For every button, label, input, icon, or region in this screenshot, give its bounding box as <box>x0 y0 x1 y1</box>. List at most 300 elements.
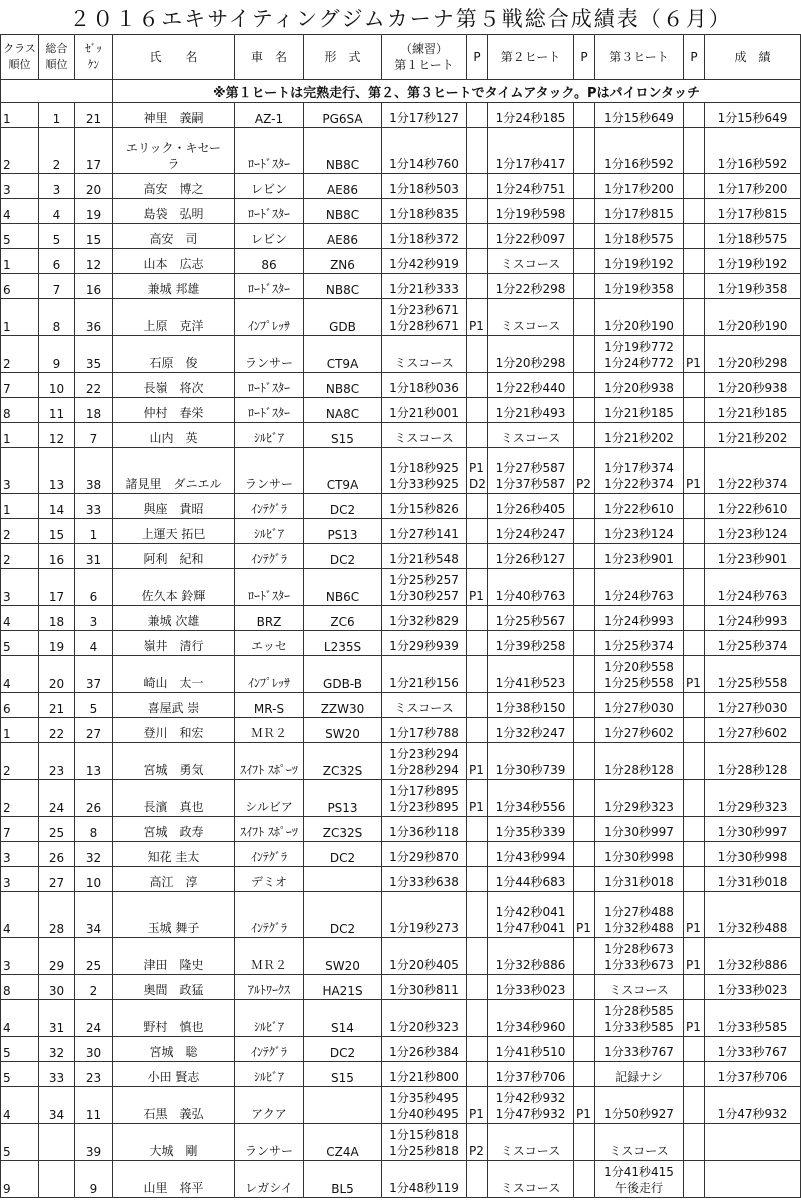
heat1-cell <box>382 128 467 174</box>
heat3-cell <box>595 128 684 174</box>
p3-cell <box>684 544 705 569</box>
heat3-cell-line: 1分21秒202 <box>604 431 674 445</box>
heat3-cell-line: 1分33秒673 <box>604 958 674 972</box>
result-cell: 1分47秒932 <box>705 1087 801 1124</box>
p2-cell <box>574 780 595 817</box>
heat3-cell <box>595 373 684 398</box>
heat3-cell-line: 1分33秒585 <box>604 1020 674 1034</box>
heat1-cell <box>382 494 467 519</box>
model-cell: CT9A <box>304 336 382 373</box>
result-cell: 1分20秒938 <box>705 373 801 398</box>
p2-cell <box>574 1037 595 1062</box>
heat3-cell <box>595 780 684 817</box>
result-cell: 1分25秒374 <box>705 631 801 656</box>
heat2-cell-line: 1分42秒041 <box>495 905 566 919</box>
header-p1: P <box>467 35 488 80</box>
car-cell: ﾛｰﾄﾞｽﾀｰ <box>235 373 304 398</box>
heat3-cell-line: 1分15秒649 <box>604 111 674 125</box>
heat2-cell-line: 1分34秒556 <box>495 800 566 814</box>
heat3-cell-line: 1分19秒358 <box>604 282 674 296</box>
header-class-rank: クラス 順位 <box>1 35 39 80</box>
class-rank-cell: 3 <box>1 867 39 892</box>
overall-rank-cell: 33 <box>39 1062 75 1087</box>
name-cell: 神里 義嗣 <box>113 103 235 128</box>
p3-cell <box>684 892 705 938</box>
car-cell: ｼﾙﾋﾞｱ <box>235 1062 304 1087</box>
heat2-cell-line: 1分22秒440 <box>495 381 566 395</box>
p2-cell <box>574 1062 595 1087</box>
model-cell: SW20 <box>304 718 382 743</box>
p2-cell <box>574 494 595 519</box>
heat2-cell-line: ミスコース <box>500 319 561 333</box>
number-cell: 16 <box>75 274 113 299</box>
car-cell: ランサー <box>235 336 304 373</box>
heat2-cell-line: 1分38秒150 <box>495 701 566 715</box>
table-row <box>1 1124 801 1161</box>
p1-cell <box>467 199 488 224</box>
name-cell: 野村 慎也 <box>113 1000 235 1037</box>
heat3-cell <box>595 448 684 494</box>
heat3-cell <box>595 693 684 718</box>
p1-cell <box>467 336 488 373</box>
heat3-cell <box>595 199 684 224</box>
p1-cell <box>467 448 488 494</box>
heat1-cell <box>382 519 467 544</box>
model-cell: NA8C <box>304 398 382 423</box>
overall-rank-cell: 4 <box>39 199 75 224</box>
p2-cell <box>574 398 595 423</box>
heat3-cell-line: 午後走行 <box>614 1181 663 1195</box>
p1-cell <box>467 174 488 199</box>
overall-rank-cell: 13 <box>39 448 75 494</box>
p1-cell-line: P1 <box>469 589 484 603</box>
p3-cell <box>684 656 705 693</box>
number-cell: 17 <box>75 128 113 174</box>
heat2-cell <box>488 274 574 299</box>
class-rank-cell: 5 <box>1 1062 39 1087</box>
table-row <box>1 249 801 274</box>
class-rank-cell: 2 <box>1 544 39 569</box>
result-cell: 1分21秒202 <box>705 423 801 448</box>
car-cell: ｼﾙﾋﾞｱ <box>235 423 304 448</box>
p2-cell <box>574 103 595 128</box>
heat1-cell-line: 1分28秒294 <box>389 763 459 777</box>
table-row <box>1 656 801 693</box>
p2-cell <box>574 1087 595 1124</box>
car-cell: ｲﾝﾃｸﾞﾗ <box>235 494 304 519</box>
heat3-cell-line: 1分30秒997 <box>604 825 674 839</box>
table-row <box>1 780 801 817</box>
table-row <box>1 398 801 423</box>
header-result: 成 績 <box>705 35 801 80</box>
car-cell: ｲﾝﾃｸﾞﾗ <box>235 892 304 938</box>
number-cell: 12 <box>75 249 113 274</box>
car-cell: ランサー <box>235 448 304 494</box>
table-row <box>1 544 801 569</box>
heat2-cell-line: 1分41秒523 <box>495 676 566 690</box>
model-cell: PS13 <box>304 780 382 817</box>
p3-cell <box>684 398 705 423</box>
number-cell: 31 <box>75 544 113 569</box>
p3-cell <box>684 448 705 494</box>
p3-cell <box>684 1087 705 1124</box>
heat3-cell-line: 1分28秒673 <box>604 942 674 956</box>
overall-rank-cell: 21 <box>39 693 75 718</box>
car-cell: ﾛｰﾄﾞｽﾀｰ <box>235 398 304 423</box>
heat2-cell <box>488 693 574 718</box>
heat1-cell-line: 1分21秒333 <box>389 282 459 296</box>
heat3-cell <box>595 544 684 569</box>
p3-cell <box>684 519 705 544</box>
class-rank-cell: 4 <box>1 199 39 224</box>
p1-cell <box>467 656 488 693</box>
p3-cell <box>684 199 705 224</box>
heat2-cell-line: 1分37秒587 <box>495 477 566 491</box>
p3-cell-line: P1 <box>686 356 701 370</box>
overall-rank-cell: 23 <box>39 743 75 780</box>
heat3-cell-line: 1分50秒927 <box>604 1107 674 1121</box>
p3-cell <box>684 1062 705 1087</box>
result-cell: 1分27秒030 <box>705 693 801 718</box>
number-cell: 35 <box>75 336 113 373</box>
name-cell-line: ラ <box>167 157 180 171</box>
heat3-cell <box>595 299 684 336</box>
heat1-cell-line: 1分19秒273 <box>389 921 459 935</box>
heat1-cell-line: 1分21秒548 <box>389 552 459 566</box>
name-cell: 登川 和宏 <box>113 718 235 743</box>
car-cell: AZ-1 <box>235 103 304 128</box>
p3-cell <box>684 938 705 975</box>
name-cell: 知花 圭太 <box>113 842 235 867</box>
heat1-cell <box>382 249 467 274</box>
result-cell: 1分30秒997 <box>705 817 801 842</box>
heat1-cell <box>382 1000 467 1037</box>
heat1-cell-line: 1分20秒323 <box>389 1020 459 1034</box>
car-cell: ｱﾙﾄﾜｰｸｽ <box>235 975 304 1000</box>
heat1-cell <box>382 1062 467 1087</box>
overall-rank-cell: 27 <box>39 867 75 892</box>
table-row <box>1 128 801 174</box>
heat1-cell-line: 1分32秒829 <box>389 614 459 628</box>
heat3-cell-line: 1分20秒190 <box>604 319 674 333</box>
number-cell: 5 <box>75 693 113 718</box>
header-name: 氏 名 <box>113 35 235 80</box>
heat3-cell-line: 1分24秒763 <box>604 589 674 603</box>
p2-cell <box>574 373 595 398</box>
p1-cell <box>467 103 488 128</box>
heat3-cell <box>595 842 684 867</box>
heat2-cell-line: 1分39秒258 <box>495 639 566 653</box>
heat1-cell <box>382 544 467 569</box>
heat2-cell-line: 1分27秒587 <box>495 461 566 475</box>
name-cell: 仲村 春栄 <box>113 398 235 423</box>
table-row <box>1 1000 801 1037</box>
p1-cell <box>467 867 488 892</box>
heat1-cell-line: 1分23秒294 <box>389 747 459 761</box>
number-cell: 34 <box>75 892 113 938</box>
p2-cell <box>574 867 595 892</box>
p3-cell <box>684 743 705 780</box>
overall-rank-cell: 2 <box>39 128 75 174</box>
heat1-cell <box>382 656 467 693</box>
heat3-cell-line: 1分41秒415 <box>604 1165 674 1179</box>
heat3-cell-line: 1分17秒200 <box>604 182 674 196</box>
class-rank-cell: 4 <box>1 1087 39 1124</box>
heat1-cell-line: ミスコース <box>394 701 454 715</box>
result-cell: 1分19秒192 <box>705 249 801 274</box>
p3-cell <box>684 274 705 299</box>
p1-cell-line: P1 <box>469 319 484 333</box>
heat3-cell <box>595 606 684 631</box>
heat3-cell <box>595 274 684 299</box>
model-cell: BL5 <box>304 1161 382 1198</box>
result-cell: 1分19秒358 <box>705 274 801 299</box>
heat2-cell <box>488 1037 574 1062</box>
table-row <box>1 494 801 519</box>
model-cell: DC2 <box>304 494 382 519</box>
heat2-cell-line: 1分21秒493 <box>495 406 566 420</box>
result-cell: 1分24秒993 <box>705 606 801 631</box>
number-cell: 2 <box>75 975 113 1000</box>
number-cell: 4 <box>75 631 113 656</box>
heat3-cell-line: 1分30秒998 <box>604 850 674 864</box>
class-rank-cell: 2 <box>1 336 39 373</box>
car-cell: ｲﾝﾌﾟﾚｯｻ <box>235 656 304 693</box>
table-row <box>1 1161 801 1198</box>
class-rank-cell: 2 <box>1 780 39 817</box>
name-cell-line: エリック・キセー <box>125 141 222 155</box>
heat3-cell-line: 1分17秒815 <box>604 207 674 221</box>
p1-cell <box>467 398 488 423</box>
overall-rank-cell: 28 <box>39 892 75 938</box>
result-cell: 1分37秒706 <box>705 1062 801 1087</box>
heat1-cell <box>382 448 467 494</box>
table-row <box>1 892 801 938</box>
heat2-cell <box>488 224 574 249</box>
p1-cell-line: P1 <box>469 461 484 475</box>
heat2-cell <box>488 1161 574 1198</box>
overall-rank-cell: 17 <box>39 569 75 606</box>
overall-rank-cell: 3 <box>39 174 75 199</box>
p3-cell-line: P1 <box>686 1020 701 1034</box>
heat2-cell-line: 1分47秒932 <box>495 1107 566 1121</box>
p3-cell <box>684 780 705 817</box>
heat1-cell <box>382 174 467 199</box>
class-rank-cell: 5 <box>1 224 39 249</box>
overall-rank-cell: 12 <box>39 423 75 448</box>
heat3-cell-line: 1分27秒488 <box>604 905 674 919</box>
table-row <box>1 448 801 494</box>
heat1-cell <box>382 199 467 224</box>
heat1-cell-line: ミスコース <box>394 356 454 370</box>
model-cell: PS13 <box>304 519 382 544</box>
heat1-cell-line: 1分36秒118 <box>389 825 459 839</box>
model-cell: NB8C <box>304 274 382 299</box>
model-cell: CZ4A <box>304 1124 382 1161</box>
result-cell: 1分21秒185 <box>705 398 801 423</box>
p3-cell <box>684 103 705 128</box>
class-rank-cell: 8 <box>1 975 39 1000</box>
model-cell: ZC32S <box>304 817 382 842</box>
name-cell: 高江 淳 <box>113 867 235 892</box>
name-cell: 長濱 真也 <box>113 780 235 817</box>
p1-cell <box>467 817 488 842</box>
p3-cell <box>684 494 705 519</box>
heat1-cell-line: 1分33秒925 <box>389 477 459 491</box>
heat2-cell-line: 1分17秒417 <box>495 157 566 171</box>
car-cell: ランサー <box>235 1124 304 1161</box>
header-model: 形 式 <box>304 35 382 80</box>
p3-cell <box>684 373 705 398</box>
note-text: ※第１ヒートは完熟走行、第２、第３ヒートでタイムアタック。Pはパイロンタッチ <box>113 80 801 103</box>
car-cell: ｽｲﾌﾄ ｽﾎﾟｰﾂ <box>235 743 304 780</box>
p1-cell <box>467 224 488 249</box>
heat3-cell-line: 1分18秒575 <box>604 232 674 246</box>
name-cell: 玉城 舞子 <box>113 892 235 938</box>
table-row <box>1 606 801 631</box>
p2-cell <box>574 423 595 448</box>
heat3-cell <box>595 569 684 606</box>
car-cell: レビン <box>235 224 304 249</box>
table-row <box>1 743 801 780</box>
heat1-cell-line: 1分18秒372 <box>389 232 459 246</box>
p1-cell <box>467 1000 488 1037</box>
heat1-cell-line: 1分25秒257 <box>389 573 459 587</box>
p3-cell <box>684 249 705 274</box>
p3-cell <box>684 1161 705 1198</box>
class-rank-cell: 1 <box>1 718 39 743</box>
heat1-cell <box>382 398 467 423</box>
p2-cell <box>574 1161 595 1198</box>
p1-cell <box>467 975 488 1000</box>
results-body <box>1 103 801 1198</box>
class-rank-cell: 7 <box>1 373 39 398</box>
heat2-cell <box>488 743 574 780</box>
model-cell: NB8C <box>304 128 382 174</box>
class-rank-cell: 2 <box>1 128 39 174</box>
name-cell: 兼城 次雄 <box>113 606 235 631</box>
heat2-cell <box>488 199 574 224</box>
class-rank-cell: 1 <box>1 423 39 448</box>
heat1-cell-line: 1分30秒811 <box>389 983 459 997</box>
heat3-cell-line: 1分31秒018 <box>604 875 674 889</box>
car-cell: ｲﾝﾃｸﾞﾗ <box>235 842 304 867</box>
p1-cell <box>467 842 488 867</box>
overall-rank-cell: 25 <box>39 817 75 842</box>
name-cell: 諸見里 ダニエル <box>113 448 235 494</box>
table-row <box>1 224 801 249</box>
car-cell: ｼﾙﾋﾞｱ <box>235 519 304 544</box>
heat2-cell <box>488 544 574 569</box>
heat1-cell-line: 1分26秒384 <box>389 1045 459 1059</box>
heat3-cell <box>595 718 684 743</box>
name-cell: 奥間 政猛 <box>113 975 235 1000</box>
heat3-cell-line: ミスコース <box>609 983 669 997</box>
heat1-cell <box>382 299 467 336</box>
name-cell <box>113 128 235 174</box>
p3-cell-line: P1 <box>686 477 701 491</box>
heat3-cell <box>595 398 684 423</box>
heat1-cell <box>382 938 467 975</box>
heat1-cell-line: 1分29秒939 <box>389 639 459 653</box>
heat3-cell-line: 1分32秒488 <box>604 921 674 935</box>
name-cell: 阿利 紀和 <box>113 544 235 569</box>
overall-rank-cell: 15 <box>39 519 75 544</box>
heat2-cell <box>488 938 574 975</box>
result-cell: 1分22秒610 <box>705 494 801 519</box>
heat3-cell <box>595 938 684 975</box>
class-rank-cell: 3 <box>1 569 39 606</box>
heat1-cell-line: 1分35秒495 <box>389 1091 459 1105</box>
p3-cell <box>684 842 705 867</box>
car-cell: ﾛｰﾄﾞｽﾀｰ <box>235 199 304 224</box>
heat1-cell <box>382 1087 467 1124</box>
heat3-cell-line: 1分23秒124 <box>604 527 674 541</box>
p3-cell <box>684 631 705 656</box>
p2-cell <box>574 656 595 693</box>
heat2-cell-line: 1分41秒510 <box>495 1045 566 1059</box>
table-row <box>1 842 801 867</box>
heat3-cell-line: 1分24秒772 <box>604 356 674 370</box>
heat2-cell <box>488 867 574 892</box>
number-cell: 13 <box>75 743 113 780</box>
name-cell: 津田 隆史 <box>113 938 235 975</box>
overall-rank-cell: 6 <box>39 249 75 274</box>
heat2-cell-line: 1分22秒097 <box>495 232 566 246</box>
heat1-cell-line: 1分30秒257 <box>389 589 459 603</box>
result-cell <box>705 1161 801 1198</box>
heat2-cell-line: 1分37秒706 <box>495 1070 566 1084</box>
overall-rank-cell <box>39 1124 75 1161</box>
heat3-cell <box>595 174 684 199</box>
number-cell: 21 <box>75 103 113 128</box>
table-row <box>1 938 801 975</box>
car-cell: アクア <box>235 1087 304 1124</box>
number-cell: 25 <box>75 938 113 975</box>
result-cell: 1分25秒558 <box>705 656 801 693</box>
result-cell: 1分18秒575 <box>705 224 801 249</box>
heat3-cell-line: 1分19秒192 <box>604 257 674 271</box>
heat2-cell <box>488 373 574 398</box>
heat3-cell-line: 1分20秒938 <box>604 381 674 395</box>
heat3-cell-line: 1分24秒993 <box>604 614 674 628</box>
p3-cell-line: P1 <box>686 676 701 690</box>
class-rank-cell: 1 <box>1 103 39 128</box>
heat2-cell <box>488 299 574 336</box>
car-cell: ﾛｰﾄﾞｽﾀｰ <box>235 274 304 299</box>
number-cell: 11 <box>75 1087 113 1124</box>
heat2-cell-line: 1分34秒960 <box>495 1020 566 1034</box>
heat2-cell <box>488 249 574 274</box>
heat2-cell <box>488 398 574 423</box>
result-cell: 1分16秒592 <box>705 128 801 174</box>
model-cell <box>304 1087 382 1124</box>
p2-cell <box>574 174 595 199</box>
model-cell: AE86 <box>304 224 382 249</box>
table-row <box>1 103 801 128</box>
heat1-cell-line: 1分42秒919 <box>389 257 459 271</box>
model-cell: SW20 <box>304 938 382 975</box>
heat2-cell <box>488 817 574 842</box>
heat1-cell-line: 1分17秒788 <box>389 726 459 740</box>
heat1-cell-line: 1分28秒671 <box>389 319 459 333</box>
table-row <box>1 199 801 224</box>
heat1-cell <box>382 718 467 743</box>
car-cell: デミオ <box>235 867 304 892</box>
p1-cell <box>467 569 488 606</box>
p1-cell <box>467 892 488 938</box>
p2-cell <box>574 1124 595 1161</box>
